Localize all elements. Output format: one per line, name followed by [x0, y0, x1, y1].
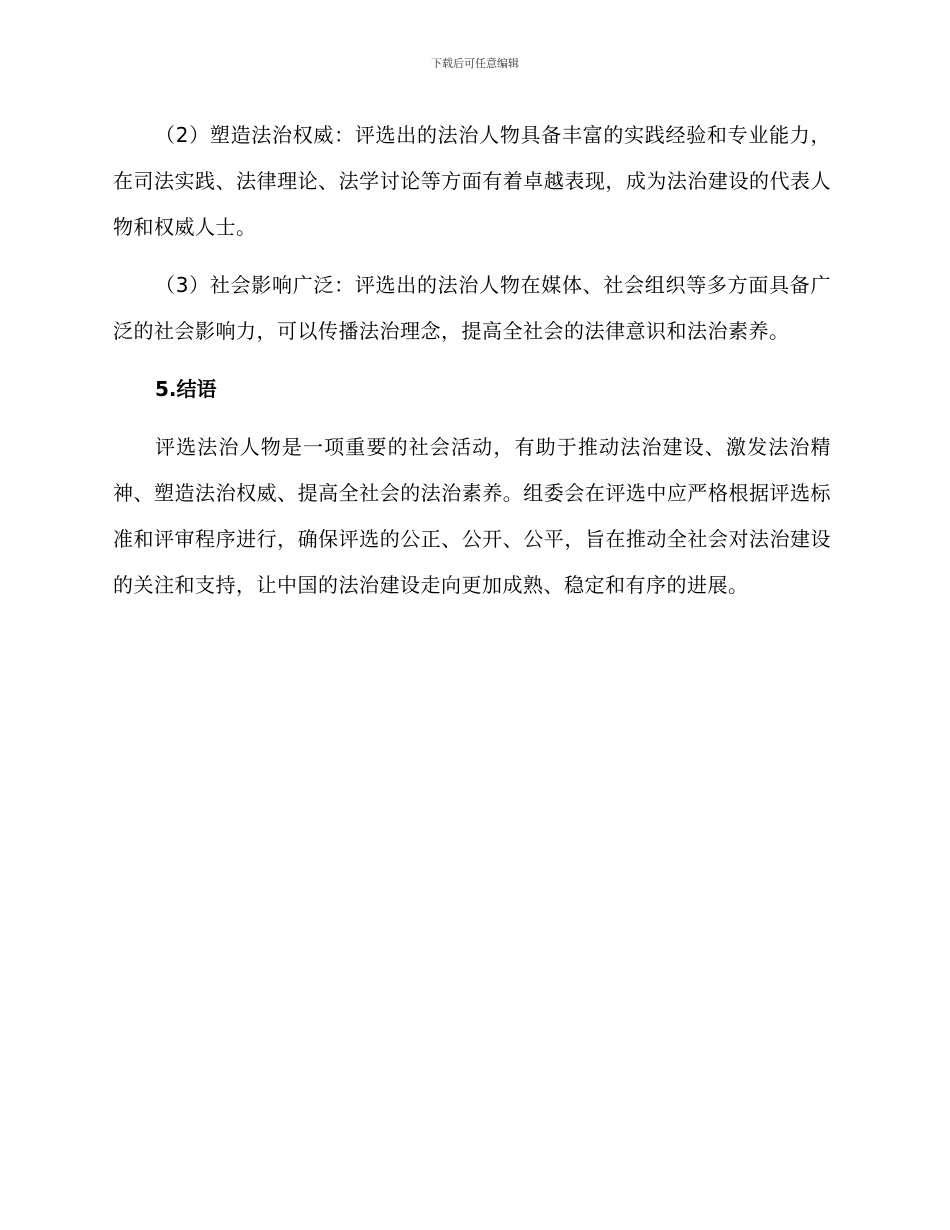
- paragraph-authority: （2）塑造法治权威：评选出的法治人物具备丰富的实践经验和专业能力，在司法实践、法律理论、法学讨论等方面有着卓越表现，成为法治建设的代表人物和权威人士。: [113, 123, 831, 239]
- paragraph-conclusion: 评选法治人物是一项重要的社会活动，有助于推动法治建设、激发法治精神、塑造法治权威、提高全社会的法治素养。组委会在评选中应严格根据评选标准和评审程序进行，确保评选的公正、公开、公平，旨在推动全社会对法治建设的关注和支持，让中国的法治建设走向更加成熟、稳定和有序的进展。: [113, 435, 831, 597]
- document-body: [113, 112, 831, 620]
- section-heading-conclusion: 5.结语: [155, 377, 217, 401]
- page-header: 下载后可任意编辑: [431, 57, 519, 70]
- paragraph-influence: （3）社会影响广泛：评选出的法治人物在媒体、社会组织等多方面具备广泛的社会影响力，可以传播法治理念，提高全社会的法律意识和法治素养。: [113, 273, 831, 343]
